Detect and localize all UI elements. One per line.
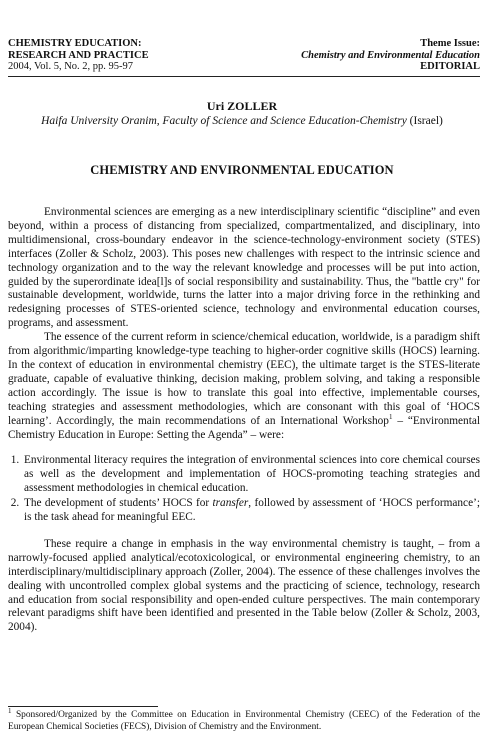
footnote [8,706,480,733]
recommendation-2-emphasis: transfer [212,497,249,510]
journal-header [8,38,248,73]
theme-title: Chemistry and Environmental Education [301,49,480,61]
footnote-text: Sponsored/Organized by the Committee on Education in Environmental Chemistry (CEEC) of the Federation of the European Chemical Societies (FECS), Division of Chemistry and the Environment. [8,710,480,732]
theme-label: Theme Issue: [420,38,480,49]
footnote-divider [8,706,158,707]
recommendation-1: 1. Environmental literacy requires the integration of environmental sciences into core chemical courses as well as the development and implementation of HOCS-promoting teaching strategies and assessment methodologies in chemical education. [22,454,480,496]
recommendation-2-tail: , followed by assessment of ‘HOCS performance’; is the task ahead for meaningful EEC. [24,497,480,524]
recommendation-2-text: The development of students’ HOCS for [24,497,213,510]
affiliation-institution: Haifa University Oranim, Faculty of Science and Science Education-Chemistry [41,115,407,127]
paragraph-2-text: The essence of the current reform in science/chemical education, worldwide, is a paradigm shift from algorithmic/imparting knowledge-type teaching to higher-order cognitive skills (HOCS) learning. In the context of education in environmental chemistry (EEC), the ultimate target is the STES-literate graduate, capable of evaluative thinking, decision making, problem solving, and taking a responsible action accordingly. The issue is how to translate this goal into effective, implementable courses, teaching strategies and assessment methodologies, which are consonant with this goal of ‘HOCS learning’. Accordingly, the main recommendations of an International Workshop [8,331,480,427]
citation: 2004, Vol. 5, No. 2, pp. 95-97 [8,61,134,72]
header-divider [8,76,480,77]
paragraph-1: Environmental sciences are emerging as a new interdisciplinary scientific “discipline” and even beyond, within a process of distancing from specialized, compartmentalized, and disciplinary, into multidimensional, cross-boundary endeavor in the science-technology-environment society (STES) interfaces (Zoller & Scholz, 2003). This poses new challenges with respect to the intrinsic science and technology organization and to the way the relevant knowledge and processes will be put into action, guided by the superordinate idea[l]s of social responsibility and sustainability. Thus, the "battle cry" for sustainable development, worldwide, turns the latter into a major driving force in the rethinking and redesigning processes of STES-oriented science, technology and environmental education courses, programs, and assessment. [8,206,480,330]
spacer [8,526,480,538]
article-title: CHEMISTRY AND ENVIRONMENTAL EDUCATION [90,163,394,177]
paragraph-2 [8,331,480,442]
paragraph-2-tail: – “Environmental Chemistry Education in Europe: Setting the Agenda” – were: [8,414,480,441]
article-body [8,206,480,635]
journal-name-line1: CHEMISTRY EDUCATION: [8,38,142,49]
section-label: EDITORIAL [420,61,480,72]
recommendation-2 [22,497,480,525]
author-affiliation [0,115,484,127]
paragraph-3: These require a change in emphasis in the way environmental chemistry is taught, – from a narrowly-focused applied analytical/ecotoxicological, or environmental engineering chemistry, to an interdisciplinary/multidisciplinary approach (Zoller, 2004). The essence of these challenges involves the dealing with uncontrolled complex global systems and the practicing of science, technology, research and education from social responsibility and open-ended culture perspectives. The main contemporary relevant paradigms shift have been identified and presented in the Table below (Zoller & Scholz, 2003, 2004). [8,537,480,634]
author-name: Uri ZOLLER [206,99,278,113]
theme-header [220,38,480,73]
recommendations-list [8,454,480,525]
affiliation-country: (Israel) [406,115,443,127]
footnote-marker: 1 [8,706,12,715]
footnote-ref: 1 [388,412,393,421]
journal-name-line2: RESEARCH AND PRACTICE [8,49,149,61]
